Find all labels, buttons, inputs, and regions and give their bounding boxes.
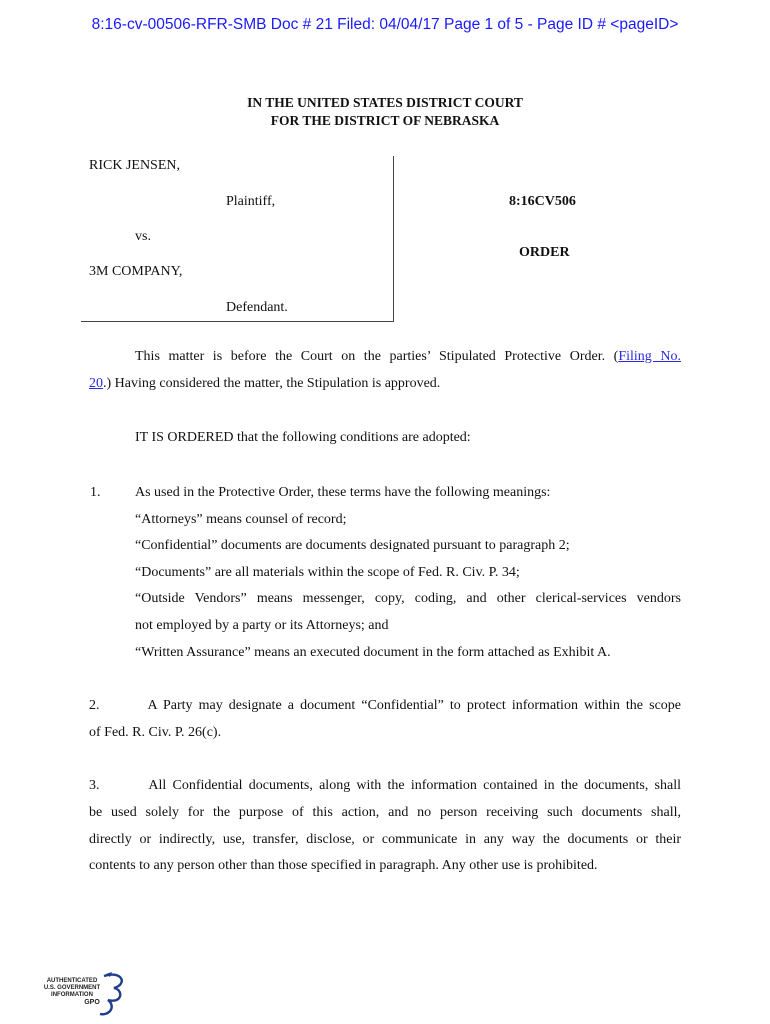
section-1-number: 1. <box>90 485 101 500</box>
definitions-intro: As used in the Protective Order, these terms have the following meanings: <box>135 485 551 500</box>
filing-link[interactable]: Filing No. <box>618 349 681 364</box>
section-2-line-1: 2. A Party may designate a document “Confidential” to protect information within the scope <box>89 698 681 713</box>
seal-line-4: GPO <box>84 999 100 1006</box>
plaintiff-role: Plaintiff, <box>226 194 276 209</box>
section-1-definitions <box>89 480 681 666</box>
court-title-line-1: IN THE UNITED STATES DISTRICT COURT <box>247 95 523 110</box>
court-title <box>0 94 770 130</box>
seal-line-1: AUTHENTICATED <box>46 978 98 984</box>
seal-line-2: U.S. GOVERNMENT <box>43 985 101 991</box>
definition-outside-vendors: “Outside Vendors” means messenger, copy, coding, and other clerical-services vendors <box>135 591 681 607</box>
section-3-line-2: be used solely for the purpose of this action, and no person receiving such documents shall, <box>89 804 681 820</box>
intro-line-2: 20.) Having considered the matter, the Stipulation is approved. <box>89 375 441 391</box>
definition-outside-vendors-cont: not employed by a party or its Attorneys; and <box>135 617 389 633</box>
eagle-icon <box>100 975 122 1015</box>
versus-label: vs. <box>135 229 151 244</box>
filing-link-number[interactable]: 20 <box>89 375 103 391</box>
intro-line-1: This matter is before the Court on the parties’ Stipulated Protective Order. (Filing No. <box>135 349 681 364</box>
definition-attorneys: “Attorneys” means counsel of record; <box>135 511 347 527</box>
section-3-line-3: directly or indirectly, use, transfer, disclose, or communicate in any way the documents or their <box>89 831 681 847</box>
definition-documents: “Documents” are all materials within the scope of Fed. R. Civ. P. 34; <box>135 564 520 580</box>
ordered-statement: IT IS ORDERED that the following conditions are adopted: <box>135 430 471 445</box>
defendant-role: Defendant. <box>226 300 288 315</box>
document-type: ORDER <box>519 245 570 260</box>
court-title-line-2: FOR THE DISTRICT OF NEBRASKA <box>270 113 500 128</box>
section-3-line-1: 3. All Confidential documents, along with the information contained in the documents, shall <box>89 778 681 793</box>
defendant-name: 3M COMPANY, <box>89 264 183 279</box>
plaintiff-name: RICK JENSEN, <box>89 158 181 173</box>
filing-header-stamp: 8:16-cv-00506-RFR-SMB Doc # 21 Filed: 04/04/17 Page 1 of 5 - Page ID # <pageID> <box>91 16 679 33</box>
section-2-paragraph <box>89 693 681 747</box>
section-2-line-2: of Fed. R. Civ. P. 26(c). <box>89 724 222 740</box>
case-number: 8:16CV506 <box>509 194 576 209</box>
section-1-body <box>135 480 681 666</box>
caption-vertical-divider <box>393 156 394 322</box>
definition-confidential: “Confidential” documents are documents designated pursuant to paragraph 2; <box>135 538 570 554</box>
caption-horizontal-divider <box>81 321 394 322</box>
ordered-paragraph <box>89 425 681 452</box>
seal-line-3: INFORMATION <box>51 992 93 998</box>
section-3-paragraph <box>89 773 681 880</box>
definition-written-assurance: “Written Assurance” means an executed document in the form attached as Exhibit A. <box>135 644 611 660</box>
section-3-line-4: contents to any person other than those specified in paragraph. Any other use is prohibited. <box>89 858 598 874</box>
intro-paragraph <box>89 344 681 398</box>
gpo-authentication-seal <box>42 970 132 1020</box>
